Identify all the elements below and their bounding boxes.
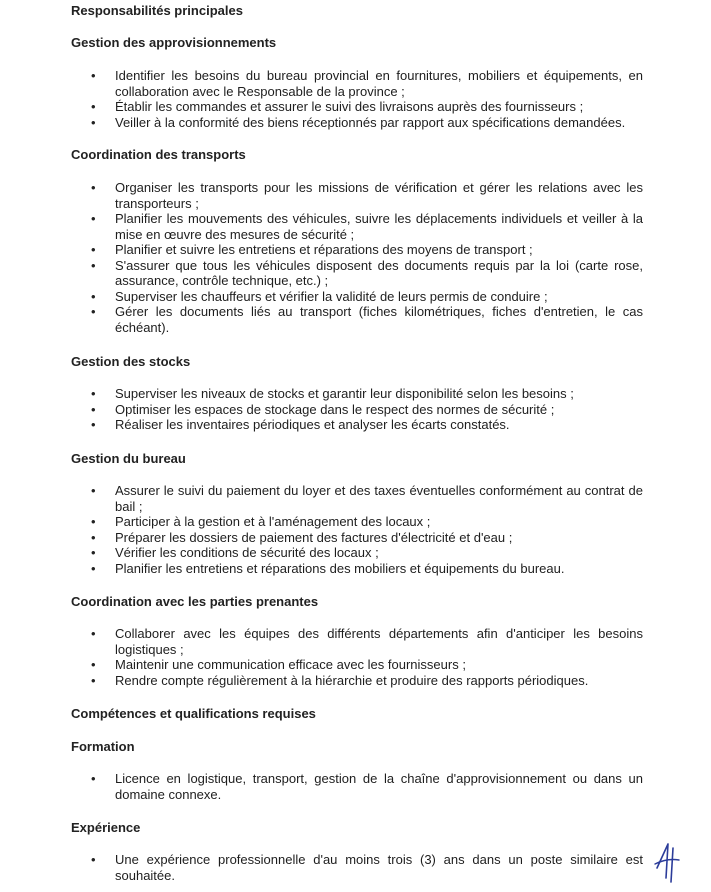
list-parties-prenantes: [0, 626, 711, 688]
list-experience: [0, 852, 711, 883]
list-item: • Superviser les chauffeurs et vérifier la validité de leurs permis de conduire ;: [0, 289, 643, 305]
heading-competences-qualifications: Compétences et qualifications requises: [71, 706, 316, 721]
heading-coordination-transports: Coordination des transports: [71, 147, 246, 162]
list-item: • Rendre compte régulièrement à la hiérarchie et produire des rapports périodiques.: [0, 673, 643, 689]
list-formation: [0, 771, 711, 802]
list-item: • Superviser les niveaux de stocks et garantir leur disponibilité selon les besoins ;: [0, 386, 643, 402]
list-item: • Licence en logistique, transport, gestion de la chaîne d'approvisionnement ou dans un domaine connexe.: [0, 771, 643, 802]
list-item: • Assurer le suivi du paiement du loyer et des taxes éventuelles conformément au contrat de bail ;: [0, 483, 643, 514]
list-stocks: [0, 386, 711, 433]
heading-gestion-stocks: Gestion des stocks: [71, 354, 191, 369]
list-approvisionnements: [0, 68, 711, 130]
list-item: • Vérifier les conditions de sécurité des locaux ;: [0, 545, 643, 561]
list-item: • Maintenir une communication efficace avec les fournisseurs ;: [0, 657, 643, 673]
list-item: • S'assurer que tous les véhicules disposent des documents requis par la loi (carte rose, assurance, contrôle technique, etc.) ;: [0, 258, 643, 289]
heading-formation: Formation: [71, 739, 135, 754]
heading-coordination-parties-prenantes: Coordination avec les parties prenantes: [71, 594, 319, 609]
list-bureau: [0, 483, 711, 576]
list-item: • Organiser les transports pour les missions de vérification et gérer les relations avec les transporteurs ;: [0, 180, 643, 211]
list-item: • Identifier les besoins du bureau provincial en fournitures, mobiliers et équipements, en collaboration avec le Responsable de la province ;: [0, 68, 643, 99]
list-item: • Collaborer avec les équipes des différents départements afin d'anticiper les besoins logistiques ;: [0, 626, 643, 657]
heading-responsabilites-principales: Responsabilités principales: [71, 3, 243, 18]
list-item: • Établir les commandes et assurer le suivi des livraisons auprès des fournisseurs ;: [0, 99, 643, 115]
list-item: • Planifier et suivre les entretiens et réparations des moyens de transport ;: [0, 242, 643, 258]
list-item: • Optimiser les espaces de stockage dans le respect des normes de sécurité ;: [0, 402, 643, 418]
list-transports: [0, 180, 711, 335]
heading-gestion-approvisionnements: Gestion des approvisionnements: [71, 35, 277, 50]
heading-gestion-bureau: Gestion du bureau: [71, 451, 186, 466]
list-item: • Une expérience professionnelle d'au moins trois (3) ans dans un poste similaire est souhaitée.: [0, 852, 643, 883]
heading-experience: Expérience: [71, 820, 141, 835]
list-item: • Préparer les dossiers de paiement des factures d'électricité et d'eau ;: [0, 530, 643, 546]
handwritten-initials: [653, 838, 693, 886]
list-item: • Planifier les entretiens et réparations des mobiliers et équipements du bureau.: [0, 561, 643, 577]
list-item: • Participer à la gestion et à l'aménagement des locaux ;: [0, 514, 643, 530]
list-item: • Gérer les documents liés au transport (fiches kilométriques, fiches d'entretien, le cas échéant).: [0, 304, 643, 335]
list-item: • Planifier les mouvements des véhicules, suivre les déplacements individuels et veiller à la mise en œuvre des mesures de sécurité ;: [0, 211, 643, 242]
list-item: • Réaliser les inventaires périodiques et analyser les écarts constatés.: [0, 417, 643, 433]
list-item: • Veiller à la conformité des biens réceptionnés par rapport aux spécifications demandées.: [0, 115, 643, 131]
